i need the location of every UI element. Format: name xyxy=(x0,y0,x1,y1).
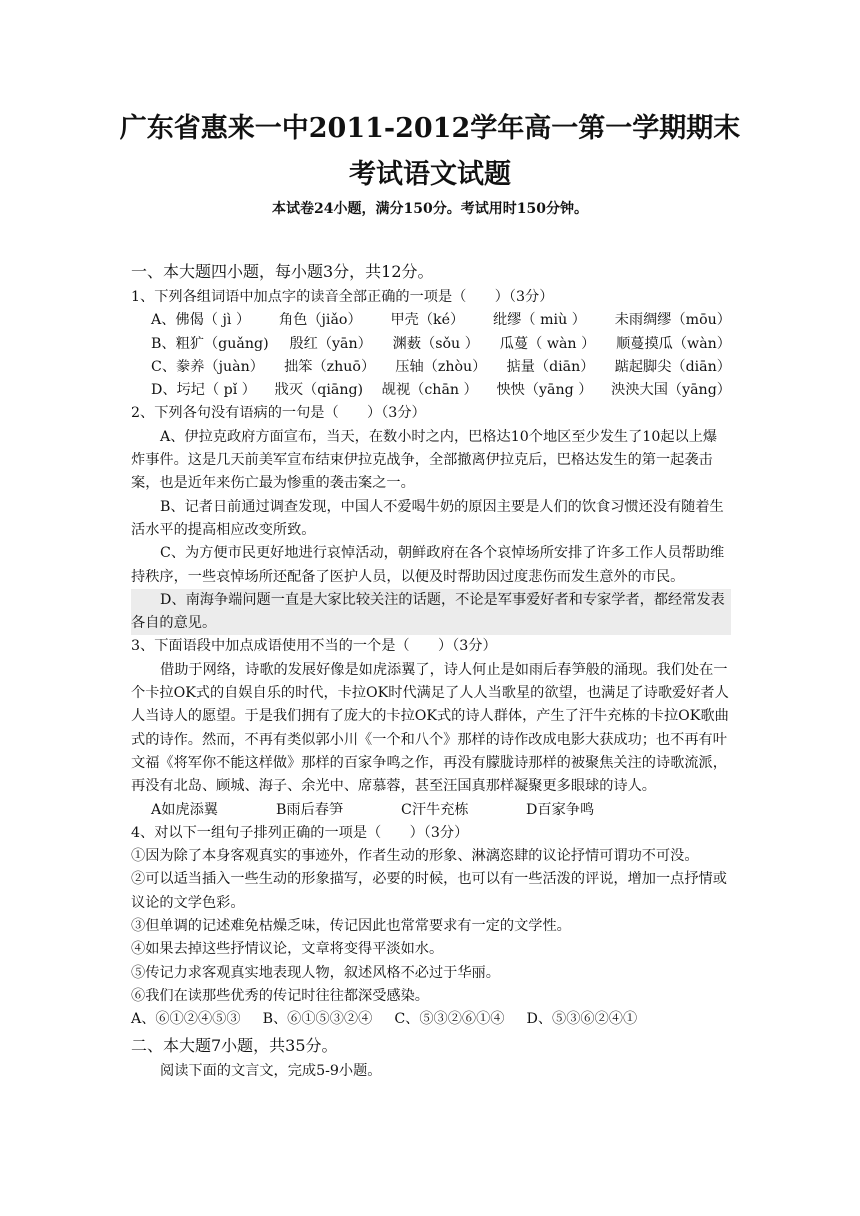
question-1-option-b xyxy=(131,333,731,356)
option-cell: 甲壳（ké） xyxy=(390,312,465,329)
question-2-option-a: A、伊拉克政府方面宣布，当天，在数小时之内，巴格达10个地区至少发生了10起以上爆炸事件。这是几天前美军宣布结束伊拉克战争，全部撤离伊拉克后，巴格达发生的第一起袭击案，也是近年来伤亡最为惨重的袭击案之一。 xyxy=(131,428,718,492)
option-cell: 纰缪（ miù ） xyxy=(493,312,586,329)
option-cell: 拙笨（zhuō） xyxy=(284,358,376,375)
exam-body xyxy=(131,258,731,1083)
choice-item: B雨后春笋 xyxy=(276,801,344,818)
choice-item: A如虎添翼 xyxy=(151,801,218,818)
sentence-item: ①因为除了本身客观真实的事迹外，作者生动的形象、淋漓恣肆的议论抒情可谓功不可没。 xyxy=(131,848,699,865)
answer-choice: D、⑤③⑥②④① xyxy=(526,1011,638,1028)
sentence-item: ③但单调的记述难免枯燥乏味，传记因此也常常要求有一定的文学性。 xyxy=(131,918,571,935)
exam-subtitle: 本试卷24小题，满分150分。考试用时150分钟。 xyxy=(272,201,588,217)
sentence-item: ④如果去掉这些抒情议论，文章将变得平淡如水。 xyxy=(131,941,444,958)
question-3-passage: 借助于网络，诗歌的发展好像是如虎添翼了，诗人何止是如雨后春笋般的涌现。我们处在一个卡拉OK式的自娱自乐的时代，卡拉OK时代满足了人人当歌星的欲望，也满足了诗歌爱好者人人当诗人的愿望。于是我们拥有了庞大的卡拉OK式的诗人群体，产生了汗牛充栋的卡拉OK歌曲式的诗作。然而，不再有类似郭小川《一个和八个》那样的诗作改成电影大获成功；也不再有叶文福《将军你不能这样做》那样的百家争鸣之作，再没有朦胧诗那样的被聚焦关注的诗歌流派，再没有北岛、顾城、海子、余光中、席慕蓉，甚至汪国真那样凝聚更多眼球的诗人。 xyxy=(131,661,729,795)
option-cell: 殷红（yān） xyxy=(289,335,372,352)
question-1-option-d xyxy=(131,379,731,402)
choice-item: D百家争鸣 xyxy=(526,801,595,818)
exam-title: 广东省惠来一中2011-2012学年高一第一学期期末考试语文试题 xyxy=(119,113,741,190)
option-cell: 瓜蔓（ wàn ） xyxy=(499,335,596,352)
question-1-option-c xyxy=(131,356,731,379)
option-cell: 踮起脚尖（diān） xyxy=(614,358,731,375)
question-4-stem: 4、对以下一组句子排列正确的一项是（ ）（3分） xyxy=(131,824,469,841)
option-cell: 渊薮（sǒu ） xyxy=(392,335,479,352)
option-cell: 压轴（zhòu） xyxy=(395,358,487,375)
question-3-stem: 3、下面语段中加点成语使用不当的一个是（ ）（3分） xyxy=(131,638,497,655)
section-1-heading: 一、本大题四小题，每小题3分，共12分。 xyxy=(131,262,434,281)
question-1-stem: 1、下列各组词语中加点字的读音全部正确的一项是（ ）（3分） xyxy=(131,289,554,305)
option-cell: 戕灭（qiāng) xyxy=(274,382,364,399)
question-2-stem: 2、下列各句没有语病的一句是（ ）（3分） xyxy=(131,405,426,422)
question-3-choices xyxy=(131,799,731,822)
question-4-answers xyxy=(131,1008,731,1031)
question-2-option-c: C、为方便市民更好地进行哀悼活动，朝鲜政府在各个哀悼场所安排了许多工作人员帮助维持秩序，一些哀悼场所还配备了医护人员，以便及时帮助因过度悲伤而发生意外的市民。 xyxy=(131,545,725,585)
section-2-instruction: 阅读下面的文言文，完成5-9小题。 xyxy=(160,1062,382,1079)
option-cell: A、佛偈（ jì ） xyxy=(151,312,251,329)
option-cell: 掂量（diān） xyxy=(506,358,595,375)
answer-choice: B、⑥①⑤③②④ xyxy=(262,1011,373,1028)
option-cell: 未雨绸缪（mōu） xyxy=(614,312,731,329)
option-cell: 泱泱大国（yāng） xyxy=(611,382,731,399)
option-cell: C、豢养（juàn） xyxy=(151,358,264,375)
question-2-option-b: B、记者日前通过调查发现，中国人不爱喝牛奶的原因主要是人们的饮食习惯还没有随着生活水平的提高相应改变所致。 xyxy=(131,498,724,538)
option-cell: 怏怏（yāng ） xyxy=(496,382,593,399)
question-1-option-a xyxy=(131,309,731,332)
answer-choice: C、⑤③②⑥①④ xyxy=(394,1011,505,1028)
section-2-heading: 二、本大题7小题，共35分。 xyxy=(131,1035,338,1055)
sentence-item: ⑤传记力求客观真实地表现人物，叙述风格不必过于华丽。 xyxy=(131,964,500,981)
option-cell: B、粗犷（guǎng) xyxy=(151,335,269,352)
sentence-item: ②可以适当插入一些生动的形象描写，必要的时候，也可以有一些活泼的评说，增加一点抒情或议论的文学色彩。 xyxy=(131,871,727,911)
option-cell: 顺蔓摸瓜（wàn） xyxy=(616,335,731,352)
option-cell: 觇视（chān ） xyxy=(381,382,478,399)
question-2-option-d: D、南海争端问题一直是大家比较关注的话题，不论是军事爱好者和专家学者，都经常发表各自的意见。 xyxy=(131,589,731,636)
option-cell: 角色（jiǎo） xyxy=(278,312,362,329)
sentence-item: ⑥我们在读那些优秀的传记时往往都深受感染。 xyxy=(131,987,429,1004)
choice-item: C汗牛充栋 xyxy=(401,801,469,818)
answer-choice: A、⑥①②④⑤③ xyxy=(131,1011,241,1028)
option-cell: D、圬圮（ pǐ ） xyxy=(151,382,256,399)
